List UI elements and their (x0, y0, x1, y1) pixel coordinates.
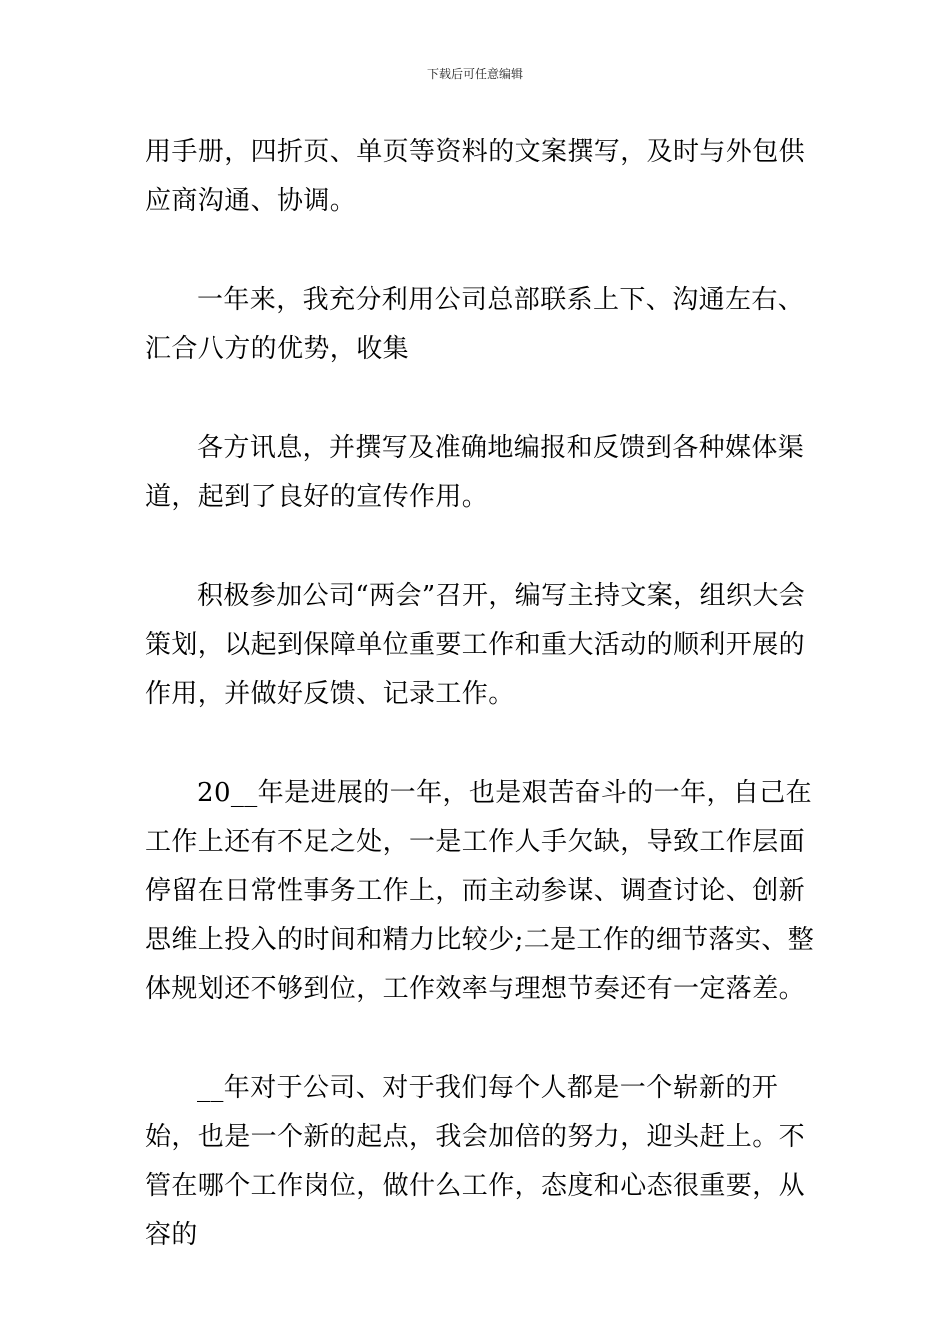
paragraph-gap (145, 719, 825, 769)
paragraph-gap (145, 374, 825, 424)
paragraph-gap (145, 522, 825, 572)
document-body (145, 128, 825, 1260)
paragraph: 一年来，我充分利用公司总部联系上下、沟通左右、汇合八方的优势，收集 (145, 285, 805, 364)
page-header: 下载后可任意编辑 (426, 67, 523, 81)
paragraph: __年对于公司、对于我们每个人都是一个崭新的开始，也是一个新的起点，我会加倍的努力，迎头赶上。不管在哪个工作岗位，做什么工作，态度和心态很重要，从容的 (145, 1073, 806, 1250)
paragraph: 各方讯息，并撰写及准确地编报和反馈到各种媒体渠道，起到了良好的宣传作用。 (145, 433, 805, 512)
paragraph: 20__年是进展的一年，也是艰苦奋斗的一年，自己在工作上还有不足之处，一是工作人手欠缺，导致工作层面停留在日常性事务工作上，而主动参谋、调查讨论、创新思维上投入的时间和精力比较少;二是工作的细节落实、整体规划还不够到位，工作效率与理想节奏还有一定落差。 (145, 778, 815, 1004)
paragraph-gap (145, 226, 825, 276)
paragraph-gap (145, 1014, 825, 1064)
paragraph: 积极参加公司“两会”召开，编写主持文案，组织大会策划，以起到保障单位重要工作和重大活动的顺利开展的作用，并做好反馈、记录工作。 (145, 581, 806, 709)
paragraph: 用手册，四折页、单页等资料的文案撰写，及时与外包供应商沟通、协调。 (145, 137, 806, 216)
